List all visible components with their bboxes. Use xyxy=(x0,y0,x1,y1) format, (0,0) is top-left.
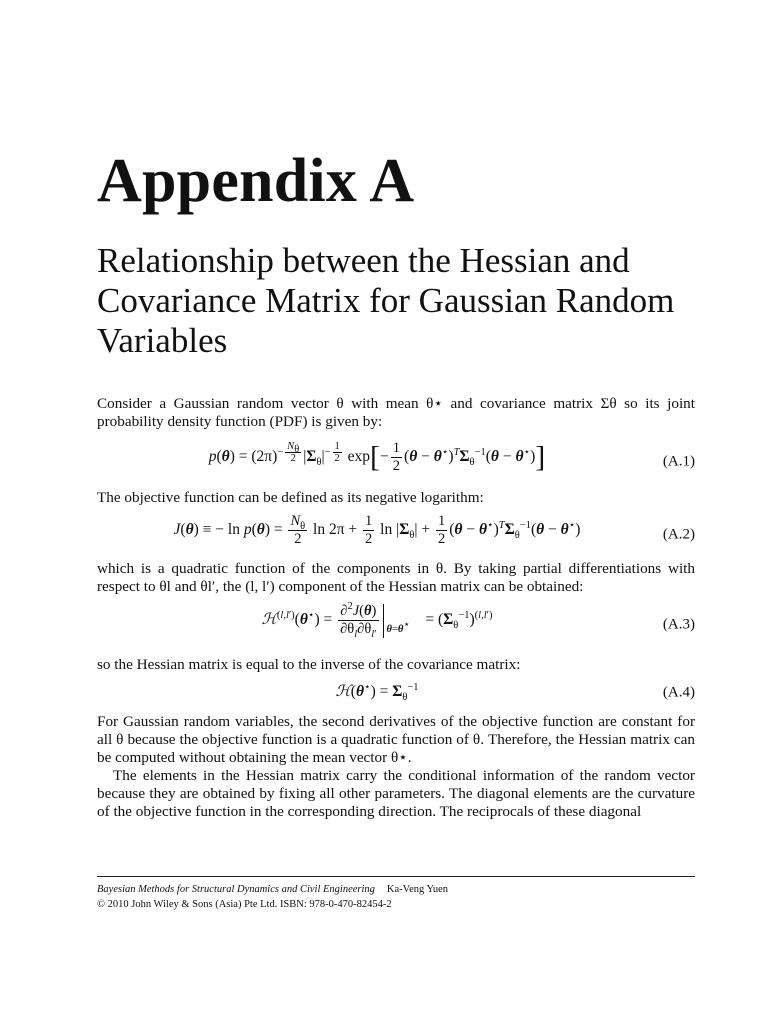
intro-text: Consider a Gaussian random vector θ with mean θ⋆ and covariance matrix Σθ so its joint probability density function (PDF) is given by: xyxy=(97,395,695,430)
gaussian-paragraph: For Gaussian random variables, the second derivatives of the objective function are constant for all θ because the objective function is a quadratic function of θ. Therefore, the Hessian matrix can be computed without obtaining the mean vector θ⋆. xyxy=(97,713,695,766)
after-eq1-text: The objective function can be defined as its negative logarithm: xyxy=(97,489,484,506)
paragraph-after-eq2 xyxy=(97,560,695,596)
footer-rule xyxy=(97,876,695,877)
elements-paragraph: The elements in the Hessian matrix carry the conditional information of the random vector because they are obtained by fixing all other parameters. The diagonal elements are the curvature of the objective function in the corresponding direction. The reciprocals of these diagonal xyxy=(97,767,695,820)
equation-a1-number: (A.1) xyxy=(662,453,695,470)
after-eq2-text: which is a quadratic function of the components in θ. By taking partial differentiations with respect to θl and θl′, the (l, l′) component of the Hessian matrix can be obtained: xyxy=(97,560,695,595)
equation-a4 xyxy=(97,676,695,710)
equation-a1-body: $p(\theta) = (2\pi)^{- \frac{N_\theta}{2}}$ $|\Sigma_\theta|^{- \frac{1}{2}}$ exp[− $\frac{1}{2}$ $(\theta - \theta^⋆)^T\Sigma_\theta^{-1}(\theta - \theta^⋆)$] xyxy=(208,440,546,474)
equation-a3 xyxy=(97,603,695,647)
equation-a3-number: (A.3) xyxy=(662,616,695,633)
paragraph-after-eq1 xyxy=(97,489,695,507)
paragraph-hessian-discussion xyxy=(97,713,695,821)
page xyxy=(97,0,695,1024)
author-name: Ka-Veng Yuen xyxy=(386,884,449,895)
footer xyxy=(97,882,695,912)
equation-a4-number: (A.4) xyxy=(662,684,695,701)
equation-a2 xyxy=(97,513,695,557)
equation-a3-body: ℋ$^{(l,l')}$(θ⋆) = $\frac{\partial^2J(\theta)}{\partial\theta_l\partial\theta_{l'}}$ θ=θ⋆ = $(\Sigma_\theta^{-1})^{(l,l')}$ xyxy=(261,601,493,640)
chapter-title: Appendix A xyxy=(97,146,415,215)
equation-a2-number: (A.2) xyxy=(662,526,695,543)
equation-a1 xyxy=(97,440,695,484)
chapter-subtitle: Relationship between the Hessian and Covariance Matrix for Gaussian Random Variables xyxy=(97,241,675,361)
paragraph-after-eq3 xyxy=(97,656,695,674)
footer-line-1 xyxy=(97,882,695,897)
after-eq3-text: so the Hessian matrix is equal to the inverse of the covariance matrix: xyxy=(97,656,521,673)
book-title: Bayesian Methods for Structural Dynamics and Civil Engineering xyxy=(97,884,375,895)
copyright-line: © 2010 John Wiley & Sons (Asia) Pte Ltd. ISBN: 978-0-470-82454-2 xyxy=(97,899,392,910)
equation-a2-body: J(θ) ≡ − ln p(θ) = $\frac{N_\theta}{2}$ ln 2π + $\frac{1}{2}$ $\ln |\Sigma_\theta|$ + $\frac{1}{2}$ $(\theta - \theta^⋆)^T\Sigma_\theta^{-1}(\theta - \theta^⋆)$ xyxy=(173,513,581,547)
intro-paragraph xyxy=(97,395,695,431)
equation-a4-body: ℋ(θ⋆) = $\Sigma_\theta^{-1}$ xyxy=(335,681,419,704)
